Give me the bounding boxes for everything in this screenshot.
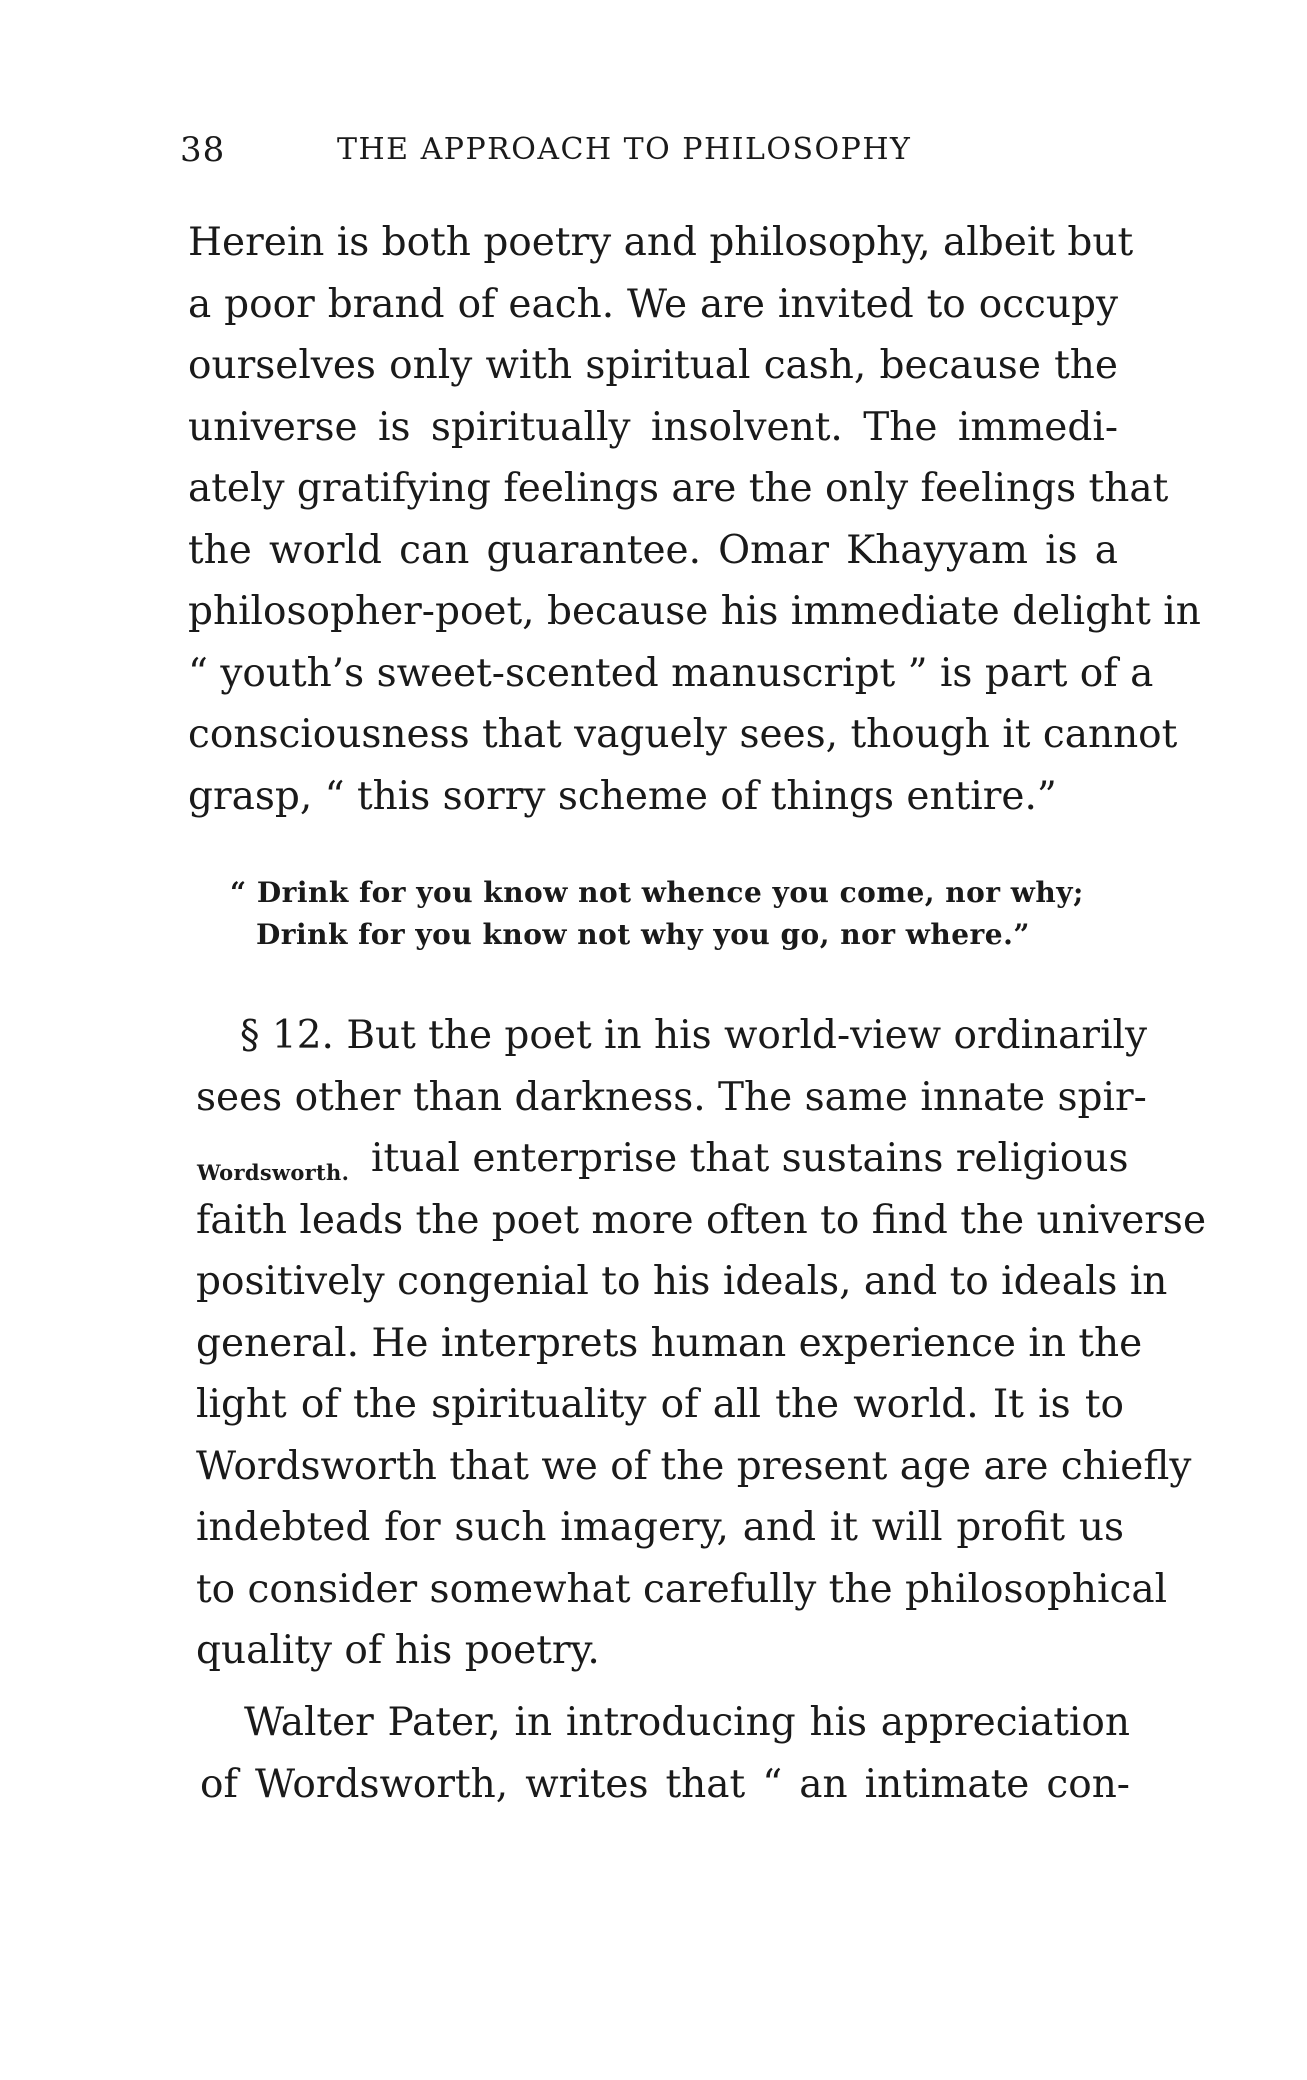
text-line: indebted for such imagery, and it will profit us	[196, 1505, 1124, 1550]
text-line: § 12. But the poet in his world-view ordinarily	[240, 1013, 1148, 1058]
text-line: positively congenial to his ideals, and to ideals in	[196, 1259, 1168, 1304]
text-line: Walter Pater, in introducing his appreciation	[244, 1700, 1130, 1745]
paragraph-walter-pater	[200, 1692, 1130, 1815]
marginal-note: Wordsworth.	[197, 1160, 350, 1185]
text-line: ately gratifying feelings are the only feelings that	[188, 466, 1169, 511]
paragraph-section-12	[196, 1005, 1207, 1682]
running-title: THE APPROACH TO PHILOSOPHY	[337, 132, 912, 167]
text-line: faith leads the poet more often to find the universe	[196, 1197, 1207, 1243]
text-line: light of the spirituality of all the world. It is to	[196, 1382, 1124, 1427]
text-line: Wordsworth that we of the present age are chiefly	[196, 1443, 1192, 1489]
text-line: the world can guarantee. Omar Khayyam is a	[188, 527, 1118, 573]
text-line: general. He interprets human experience in the	[196, 1320, 1143, 1366]
text-line: quality of his poetry.	[196, 1628, 600, 1673]
page-number: 38	[180, 130, 226, 170]
text-line: sees other than darkness. The same innate spir-	[196, 1074, 1147, 1120]
text-line: ourselves only with spiritual cash, because the	[188, 343, 1118, 388]
text-line: to consider somewhat carefully the philosophical	[196, 1566, 1168, 1612]
paragraph-omar-khayyam	[188, 212, 1201, 827]
text-line: grasp, “ this sorry scheme of things entire.”	[188, 773, 1057, 819]
text-line: Herein is both poetry and philosophy, albeit but	[188, 220, 1134, 265]
text-line: “ youth’s sweet-scented manuscript ” is part of a	[188, 650, 1154, 696]
quotation-line: “ Drink for you know not whence you come, nor why;	[230, 876, 1084, 909]
text-line: consciousness that vaguely sees, though it cannot	[188, 712, 1178, 757]
block-quotation	[230, 872, 1084, 956]
quotation-line: Drink for you know not why you go, nor where.”	[256, 918, 1030, 951]
text-line: universe is spiritually insolvent. The immedi-	[188, 404, 1118, 450]
text-line: philosopher-poet, because his immediate delight in	[188, 589, 1201, 634]
text-line: of Wordsworth, writes that “ an intimate con-	[200, 1761, 1130, 1807]
running-head	[180, 130, 1140, 180]
text-line: itual enterprise that sustains religious	[371, 1136, 1129, 1181]
text-line: a poor brand of each. We are invited to occupy	[188, 281, 1118, 327]
